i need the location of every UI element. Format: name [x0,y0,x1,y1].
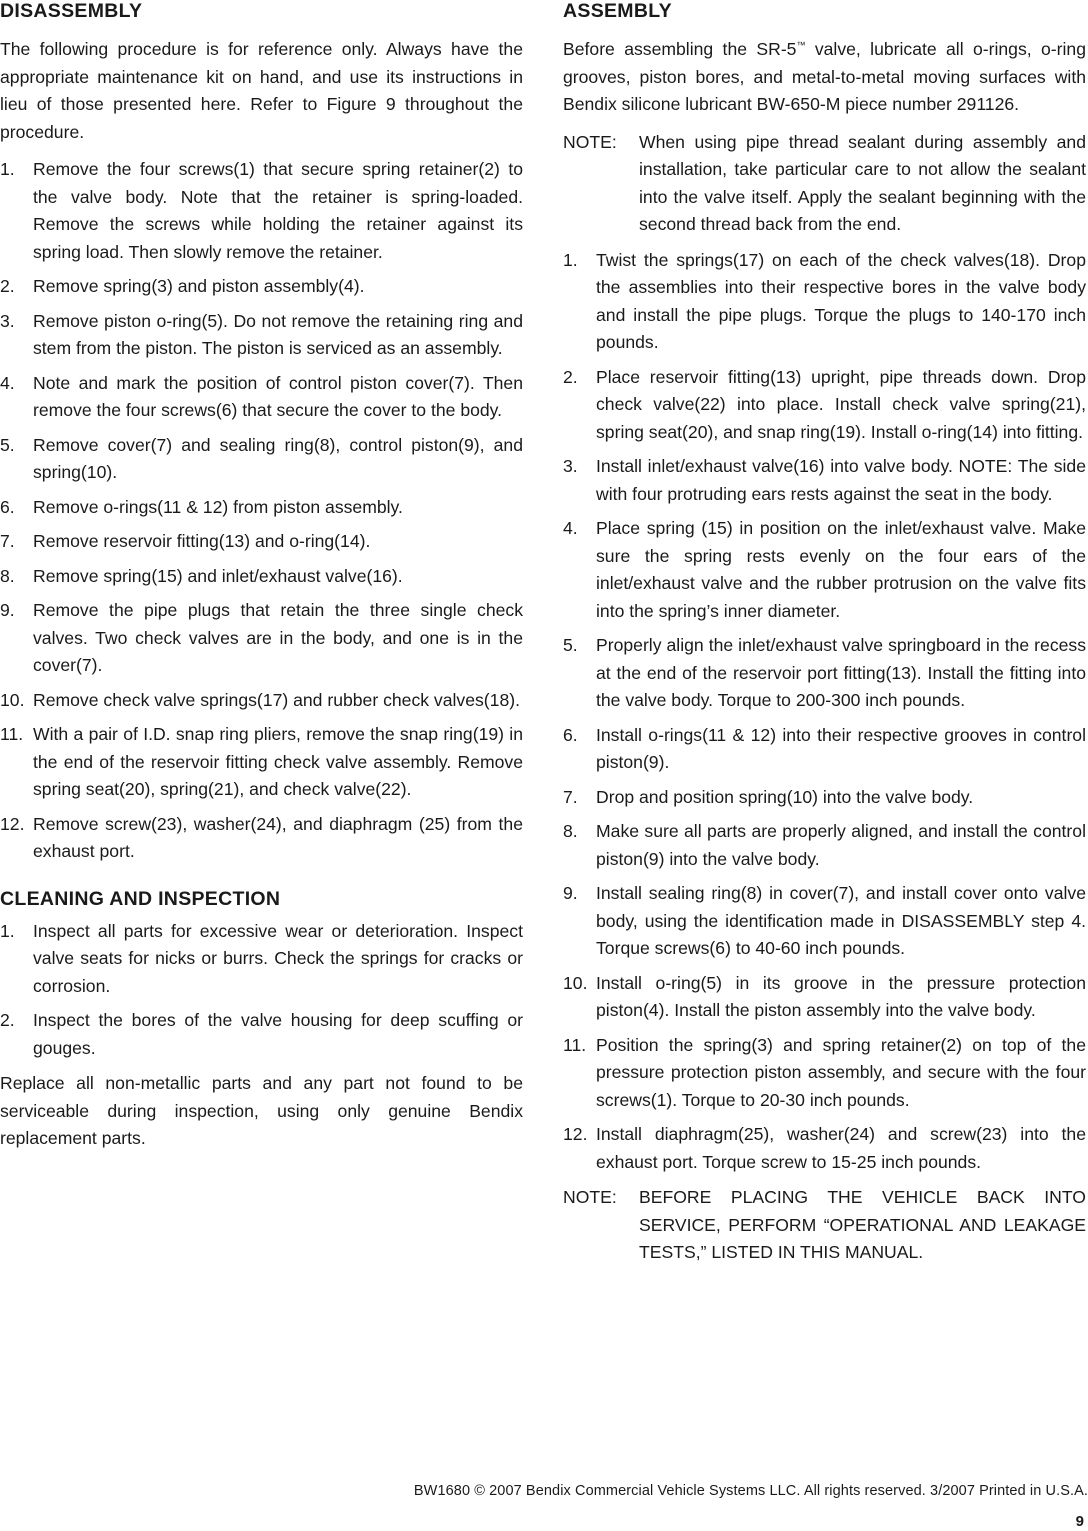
assembly-step [563,818,1086,873]
disassembly-step [0,156,523,266]
step-text: Remove cover(7) and sealing ring(8), control piston(9), and spring(10). [33,434,523,482]
assembly-heading: ASSEMBLY [563,0,672,22]
step-text: Remove spring(3) and piston assembly(4). [33,276,365,296]
step-number: 1. [0,920,15,941]
assembly-note-sealant [563,129,1086,239]
step-text: Install o-rings(11 & 12) into their respective grooves in control piston(9). [596,724,1086,772]
disassembly-step [0,370,523,425]
step-text: Remove spring(15) and inlet/exhaust valve(16). [33,565,403,586]
step-text: Remove the pipe plugs that retain the three single check valves. Two check valves are in the body, and one is in the cover(7). [33,600,523,675]
assembly-intro [563,36,1086,119]
step-text: Install inlet/exhaust valve(16) into valve body. NOTE: The side with four protruding ears rests against the seat in the body. [596,456,1086,504]
disassembly-intro: The following procedure is for reference only. Always have the appropriate maintenance kit on hand, and use its instructions in lieu of those presented here. Refer to Figure 9 throughout the procedure. [0,39,523,142]
note-text: BEFORE PLACING THE VEHICLE BACK INTO SERVICE, PERFORM “OPERATIONAL AND LEAKAGE TESTS,” LISTED IN THIS MANUAL. [639,1187,1086,1262]
step-number: 2. [563,366,578,387]
step-number: 1. [563,249,578,270]
step-text: Remove screw(23), washer(24), and diaphragm (25) from the exhaust port. [33,813,523,861]
step-number: 2. [0,1010,15,1030]
step-number: 11. [563,1034,587,1055]
step-text: Install o-ring(5) in its groove in the pressure protection piston(4). Install the piston assembly into the valve body. [596,972,1086,1020]
step-text: Drop and position spring(10) into the valve body. [596,786,974,807]
step-number: 12. [0,813,25,834]
step-text: Remove check valve springs(17) and rubber check valves(18). [33,689,520,710]
step-text: Position the spring(3) and spring retainer(2) on top of the pressure protection piston assembly, and secure with the four screws(1). Torque to 20-30 inch pounds. [596,1034,1086,1110]
step-number: 4. [0,372,15,393]
step-number: 10. [563,972,588,993]
cleaning-step [0,918,523,1001]
step-text: Make sure all parts are properly aligned, and install the control piston(9) into the valve body. [596,821,1086,869]
step-number: 9. [0,600,15,620]
assembly-step [563,453,1086,508]
step-number: 5. [563,635,578,655]
assembly-intro-end: valve, lubricate all o-rings, o-ring grooves, piston bores, and metal-to-metal moving surfaces with Bendix silicone lubricant BW-650-M piece number 291126. [563,39,1086,114]
step-number: 1. [0,159,15,179]
assembly-step [563,632,1086,715]
note-label: NOTE: [563,131,617,152]
disassembly-step [0,494,523,522]
assembly-step [563,970,1086,1025]
step-text: Place reservoir fitting(13) upright, pipe threads down. Drop check valve(22) into place. Install check valve spring(21), spring seat(20), and snap ring(19). Install o-ring(14) into fitting. [596,366,1086,442]
step-number: 8. [563,821,578,841]
step-number: 11. [0,724,24,744]
step-text: Inspect all parts for excessive wear or deterioration. Inspect valve seats for nicks or burrs. Check the springs for cracks or corrosion. [33,920,523,996]
step-number: 6. [0,496,15,517]
disassembly-step [0,308,523,363]
step-text: Remove o-rings(11 & 12) from piston assembly. [33,496,403,517]
note-text: When using pipe thread sealant during assembly and installation, take particular care to not allow the sealant into the valve itself. Apply the sealant beginning with the second thread back from the end. [639,131,1086,234]
step-number: 12. [563,1124,588,1144]
step-number: 3. [563,456,578,476]
step-number: 5. [0,434,15,455]
assembly-step [563,880,1086,963]
step-number: 7. [0,531,15,551]
cleaning-steps [0,918,523,1063]
step-number: 9. [563,883,578,903]
step-number: 7. [563,786,578,807]
step-text: Remove piston o-ring(5). Do not remove the retaining ring and stem from the piston. The piston is serviced as an assembly. [33,310,523,358]
disassembly-steps [0,156,523,866]
disassembly-step [0,528,523,556]
left-column [0,0,523,1163]
step-number: 8. [0,565,15,586]
assembly-step [563,1032,1086,1115]
assembly-steps [563,247,1086,1177]
assembly-step [563,722,1086,777]
step-text: Inspect the bores of the valve housing for deep scuffing or gouges. [33,1010,523,1058]
step-text: Properly align the inlet/exhaust valve springboard in the recess at the end of the reservoir port fitting(13). Install the fitting into the valve body. Torque to 200-300 inch pounds. [596,635,1086,710]
assembly-intro-start: Before assembling the SR-5 [563,39,797,59]
step-text: Note and mark the position of control piston cover(7). Then remove the four screws(6) that secure the cover to the body. [33,372,523,420]
assembly-note-service [563,1184,1086,1267]
trademark-mark: ™ [796,40,806,51]
assembly-step [563,515,1086,625]
disassembly-step [0,432,523,487]
step-text: Install diaphragm(25), washer(24) and screw(23) into the exhaust port. Torque screw to 15-25 inch pounds. [596,1124,1086,1172]
disassembly-step [0,721,523,804]
cleaning-closing: Replace all non-metallic parts and any part not found to be serviceable during inspection, using only genuine Bendix replacement parts. [0,1073,523,1148]
assembly-step [563,247,1086,357]
disassembly-step [0,597,523,680]
disassembly-step [0,563,523,591]
step-number: 6. [563,724,578,745]
step-number: 3. [0,310,15,331]
step-text: Twist the springs(17) on each of the check valves(18). Drop the assemblies into their respective bores in the valve body and install the pipe plugs. Torque the plugs to 140-170 inch pounds. [596,249,1086,352]
step-text: Place spring (15) in position on the inlet/exhaust valve. Make sure the spring rests evenly on the four ears of the inlet/exhaust valve and the rubber protrusion on the valve fits into the spring’s inner diameter. [596,518,1086,621]
step-number: 4. [563,518,578,538]
right-column [563,0,1086,1275]
assembly-step [563,784,1086,812]
assembly-step [563,1121,1086,1176]
disassembly-step [0,811,523,866]
disassembly-step [0,273,523,301]
cleaning-step [0,1007,523,1062]
page-number: 9 [1075,1513,1084,1530]
step-text: With a pair of I.D. snap ring pliers, remove the snap ring(19) in the end of the reservoir fitting check valve assembly. Remove spring seat(20), spring(21), and check valve(22). [33,724,523,799]
cleaning-heading: CLEANING AND INSPECTION [0,887,281,910]
assembly-step [563,364,1086,447]
disassembly-heading: DISASSEMBLY [0,0,143,22]
step-number: 10. [0,689,25,710]
step-text: Remove the four screws(1) that secure spring retainer(2) to the valve body. Note that the retainer is spring-loaded. Remove the screws while holding the retainer against its spring load. Then slowly remove the retainer. [33,159,523,262]
step-number: 2. [0,276,15,296]
step-text: Install sealing ring(8) in cover(7), and install cover onto valve body, using the identification made in DISASSEMBLY step 4. Torque screws(6) to 40-60 inch pounds. [596,883,1086,958]
note-label: NOTE: [563,1187,617,1207]
copyright-footer: BW1680 © 2007 Bendix Commercial Vehicle Systems LLC. All rights reserved. 3/2007 Printed in U.S.A. [413,1483,1088,1499]
step-text: Remove reservoir fitting(13) and o-ring(14). [33,531,371,551]
disassembly-step [0,687,523,715]
